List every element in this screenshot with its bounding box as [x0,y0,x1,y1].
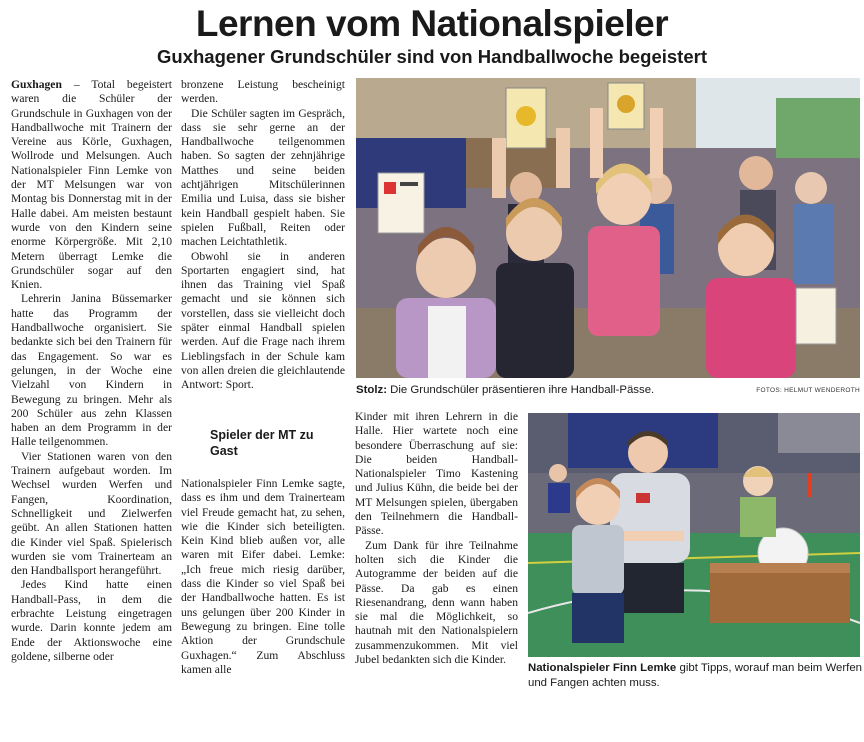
paragraph: Zum Dank für ihre Teilnahme holten sich die Kinder die Autogramme der beiden auf die Pässe. Da gab es einen Riesenandrang, denn wann haben sie mal die Möglichkeit, so hautnah mit den Nationalspielern zusammenzukommen. Mit viel Jubel bedankten sich die Kinder. [355,538,518,667]
paragraph: Vier Stationen waren von den Trainern aufgebaut worden. Im Wechsel wurden Werfen und Fangen, Koordination, Schnelligkeit und Zielwerfen geübt. An allen Stationen hatten die Kinder viel Spaß. Spielerisch wurden sie vom Trainerteam an den Handballsport herangeführt. [11,449,172,578]
paragraph: bronzene Leistung bescheinigt werden. [181,78,345,106]
caption-lead: Stolz: [356,384,388,396]
dateline: Guxhagen [11,78,62,91]
section-heading: Spieler der MT zu Gast [210,428,314,458]
caption-lead: Nationalspieler Finn Lemke [528,662,677,674]
photo-illustration [356,78,860,378]
photo-credit: FOTOS: HELMUT WENDEROTH [756,387,860,394]
headline: Lernen vom Nationalspieler [195,3,669,44]
photo-illustration [528,413,860,657]
article-column-2 [181,78,345,393]
article-column-3 [181,477,345,677]
paragraph: Nationalspieler Finn Lemke sagte, dass es ihm und dem Trainerteam viel Freude gemacht hat, zu sehen, wie die Kinder sich beteiligten. Kein Kind blieb außen vor, alle waren mit Eifer dabei. Lemke: „Ich freue mich riesig darüber, dass die Kinder so viel Spaß bei der Handballwoche hatten. Es ist uns gelungen über 200 Kinder in Bewegung zu bringen. Eine tolle Aktion der Grundschule Guxhagen.“ Zum Abschluss kamen alle [181,477,345,676]
subheadline: Guxhagener Grundschüler sind von Handballwoche begeistert [157,46,707,67]
photo-caption-2 [528,661,862,691]
caption-text: Die Grundschüler präsentieren ihre Handball-Pässe. [387,384,655,396]
photo-caption-1 [356,383,756,398]
caption-text: gibt Tipps, worauf man beim Werfen und Fangen achten muss. [528,662,862,689]
paragraph: Kinder mit ihren Lehrern in die Halle. Hier wartete noch eine besondere Überraschung auf sie: Die beiden Handball-Nationalspieler Timo Kastening und Julius Kühn, die beide bei der MT Melsungen spielen, übergaben den Teilnehmern die Handball-Pässe. [355,410,518,538]
paragraph-text: – Total begeistert waren die Schüler der Grundschule in Guxhagen von der Handballwoche mit Trainern der Vereine aus Körle, Guxhagen, Wollrode und Melsungen. Auch Nationalspieler Finn Lemke von der MT Melsungen war von Montag bis Donnerstag mit in der Halle dabei. Am meisten bestaunt wurde von den Kindern seine enorme Körpergröße. Mit 2,10 Metern überragt Lemke die Grundschüler sogar auf den Knien. [11,78,172,292]
paragraph: Obwohl sie in anderen Sportarten engagiert sind, hat ihnen das Training viel Spaß gemacht und sie können sich vorstellen, dass sie vielleicht doch später einmal Handball spielen werden. Auf die Frage nach ihrem Lieblingsfach in der Schule kam von allen dreien die gleichlautende Antwort: Sport. [181,249,345,392]
paragraph: Jedes Kind hatte einen Handball-Pass, in dem die erbrachte Leistung eingetragen wurde. Darin konnte jedem am Ende der Aktionswoche eine goldene, silberne oder [11,578,172,663]
photo-finn-lemke-coaching [528,413,860,657]
paragraph: Die Schüler sagten im Gespräch, dass sie sehr gerne an der Handballwoche teilgenommen haben. So sagten der zehnjährige Matthes und seine beiden achtjährigen Mitschülerinnen Emilia und Luisa, dass sie bisher kein Handball gespielt haben. Sie spielen Fußball, Reiten oder machen Leichtathletik. [181,106,345,249]
photo-children-with-passes [356,78,860,378]
paragraph: Lehrerin Janina Büssemarker hatte das Programm der Handballwoche organisiert. Sie bedankte sich bei den Trainern für das Engagement. So war es gelungen, in der Woche eine Vielzahl von Kindern in Bewegung zu bringen. Mehr als 200 Schüler aus zehn Klassen haben an dem Programm in der Halle teilgenommen. [11,292,172,449]
paragraph [11,78,172,292]
article-column-1 [11,78,172,664]
article-column-4 [355,410,518,667]
